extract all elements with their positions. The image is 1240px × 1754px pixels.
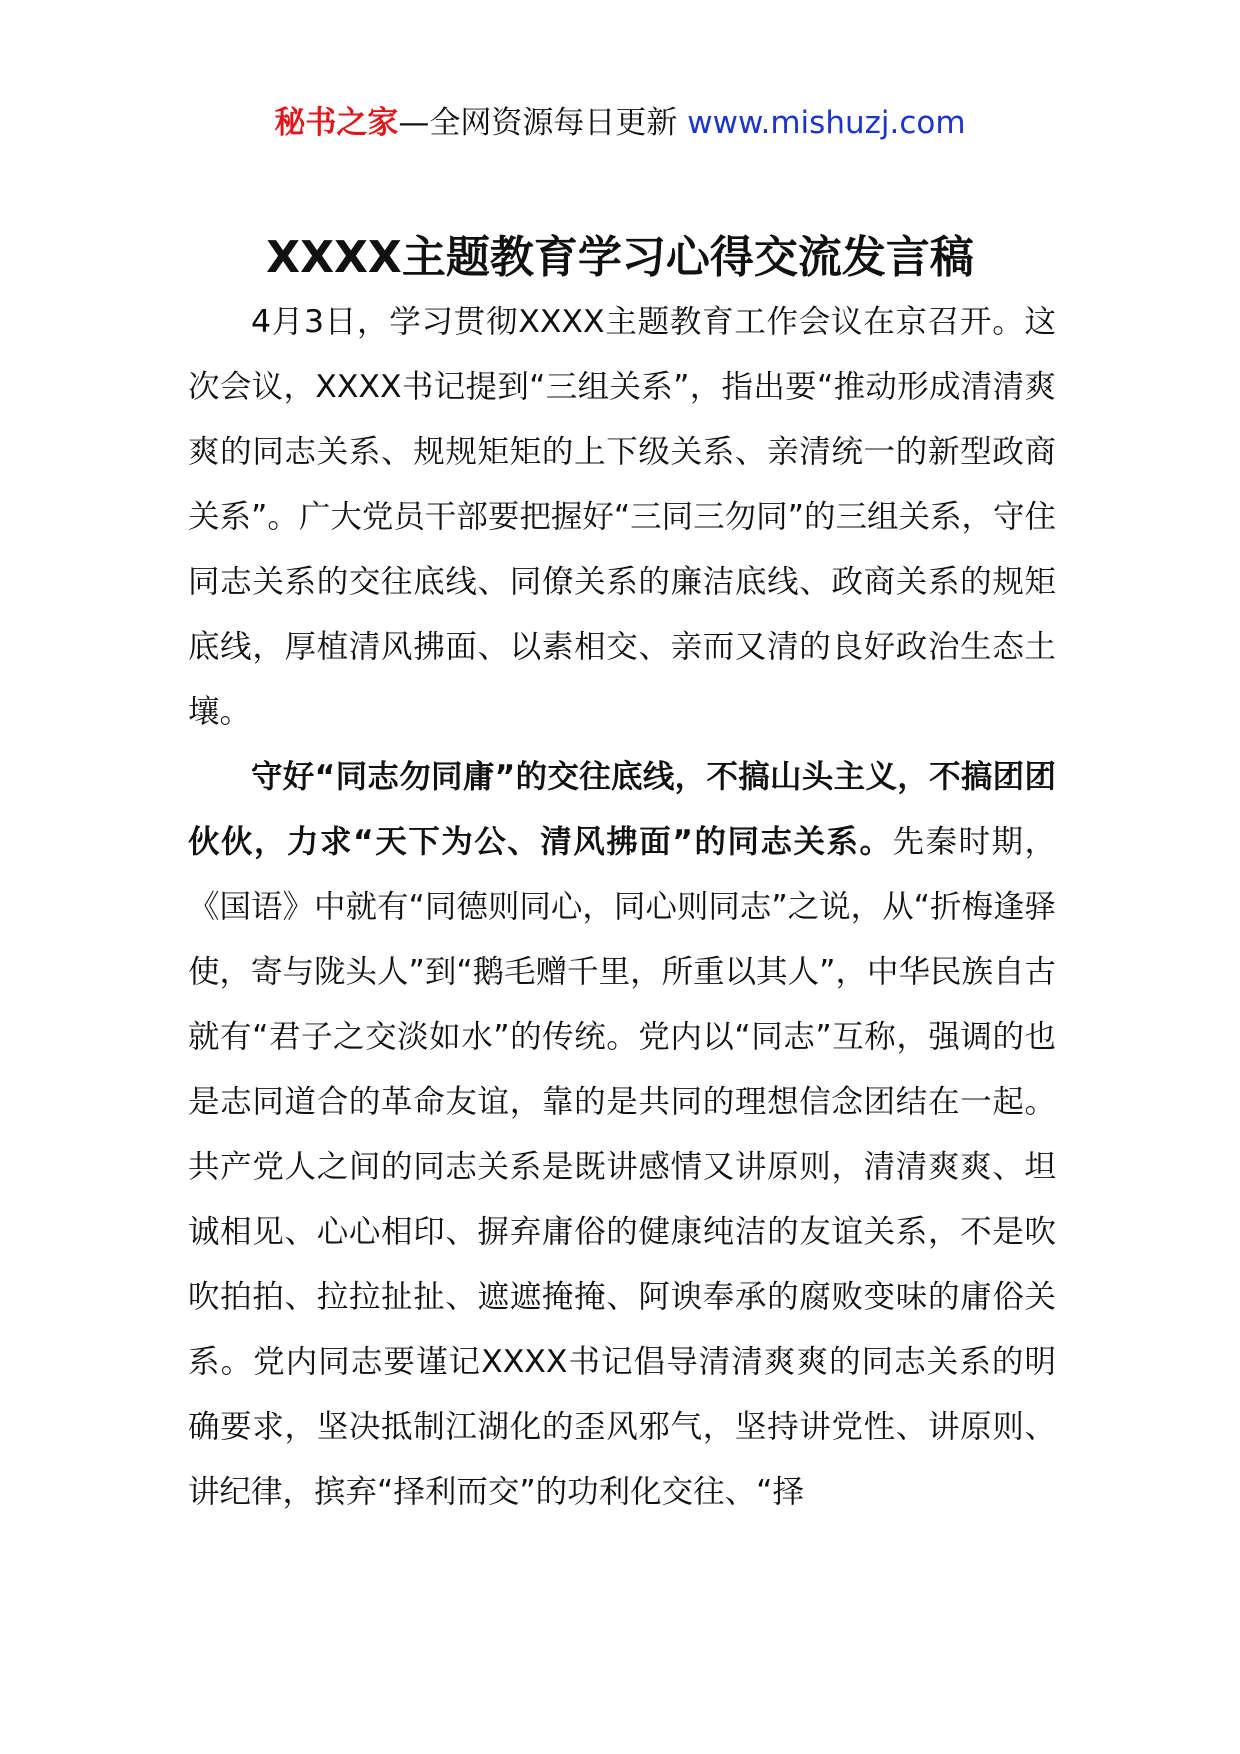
header-tagline: —全网资源每日更新 (398, 105, 678, 141)
site-url: www.mishuzj.com (687, 105, 966, 141)
section-body: 先秦时期，《国语》中就有“同德则同心，同心则同志”之说，从“折梅逢驿使，寄与陇头人”到“鹅毛赠千里，所重以其人”，中华民族自古就有“君子之交淡如水”的传统。党内以“同志”互称，强调的也是志同道合的革命友谊，靠的是共同的理想信念团结在一起。共产党人之间的同志关系是既讲感情又讲原则，清清爽爽、坦诚相见、心心相印、摒弃庸俗的健康纯洁的友谊关系，不是吹吹拍拍、拉拉扯扯、遮遮掩掩、阿谀奉承的腐败变味的庸俗关系。党内同志要谨记XXXX书记倡导清清爽爽的同志关系的明确要求，坚决抵制江湖化的歪风邪气，坚持讲党性、讲原则、讲纪律，摈弃“择利而交”的功利化交往、“择 (188, 824, 1056, 1510)
paragraph-intro: 4月3日，学习贯彻XXXX主题教育工作会议在京召开。这次会议，XXXX书记提到“三组关系”，指出要“推动形成清清爽爽的同志关系、规规矩矩的上下级关系、亲清统一的新型政商关系”。广大党员干部要把握好“三同三勿同”的三组关系，守住同志关系的交往底线、同僚关系的廉洁底线、政商关系的规矩底线，厚植清风拂面、以素相交、亲而又清的良好政治生态土壤。 (188, 304, 1056, 730)
brand-name: 秘书之家 (274, 105, 399, 141)
document-body (188, 290, 1056, 1525)
section-heading: 守好“同志勿同庸”的交往底线，不搞山头主义，不搞团团伙伙，力求“天下为公、清风拂面”的同志关系。 (188, 759, 1056, 860)
document-title: XXXX主题教育学习心得交流发言稿 (266, 232, 974, 283)
site-header (0, 100, 1240, 146)
paragraph-section-1 (188, 745, 1056, 1525)
